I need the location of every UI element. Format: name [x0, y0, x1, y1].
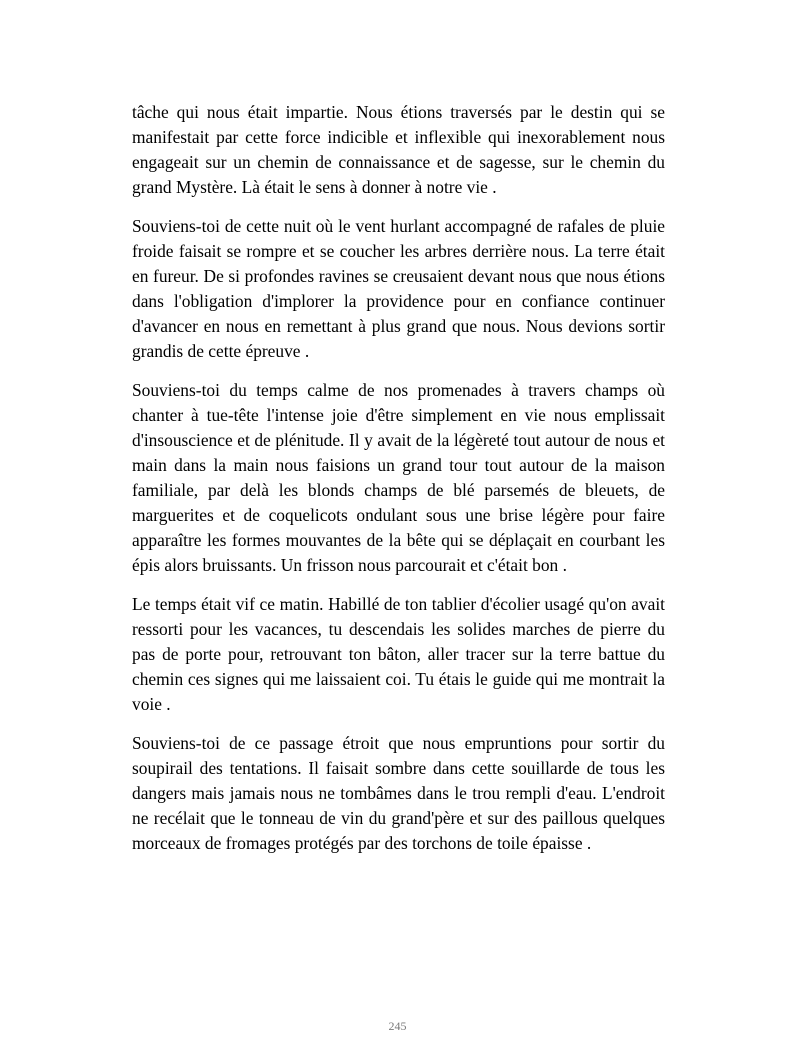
- paragraph-1: tâche qui nous était impartie. Nous étions traversés par le destin qui se manifestait par cette force indicible et inflexible qui inexorablement nous engageait sur un chemin de connaissance et de sagesse, sur le chemin du grand Mystère. Là était le sens à donner à notre vie .: [132, 102, 665, 197]
- paragraph-5: Souviens-toi de ce passage étroit que nous empruntions pour sortir du soupirail des tentations. Il faisait sombre dans cette souillarde de tous les dangers mais jamais nous ne tombâmes dans le trou rempli d'eau. L'endroit ne recélait que le tonneau de vin du grand'père et sur des paillous quelques morceaux de fromages protégés par des torchons de toile épaisse .: [132, 733, 665, 853]
- page-number: 245: [388, 1019, 407, 1033]
- body-text: [132, 100, 665, 870]
- paragraph-3: Souviens-toi du temps calme de nos promenades à travers champs où chanter à tue-tête l'intense joie d'être simplement en vie nous emplissait d'insouscience et de plénitude. Il y avait de la légèreté tout autour de nous et main dans la main nous faisions un grand tour tout autour de la maison familiale, par delà les blonds champs de blé parsemés de bleuets, de marguerites et de coquelicots ondulant sous une brise légère pour faire apparaître les formes mouvantes de la bête qui se déplaçait en courbant les épis alors bruissants. Un frisson nous parcourait et c'était bon .: [132, 380, 665, 575]
- paragraph-4: Le temps était vif ce matin. Habillé de ton tablier d'écolier usagé qu'on avait ressorti pour les vacances, tu descendais les solides marches de pierre du pas de porte pour, retrouvant ton bâton, aller tracer sur la terre battue du chemin ces signes qui me laissaient coi. Tu étais le guide qui me montrait la voie .: [132, 594, 665, 714]
- paragraph-2: Souviens-toi de cette nuit où le vent hurlant accompagné de rafales de pluie froide faisait se rompre et se coucher les arbres derrière nous. La terre était en fureur. De si profondes ravines se creusaient devant nous que nous étions dans l'obligation d'implorer la providence pour en confiance continuer d'avancer en nous en remettant à plus grand que nous. Nous devions sortir grandis de cette épreuve .: [132, 216, 665, 361]
